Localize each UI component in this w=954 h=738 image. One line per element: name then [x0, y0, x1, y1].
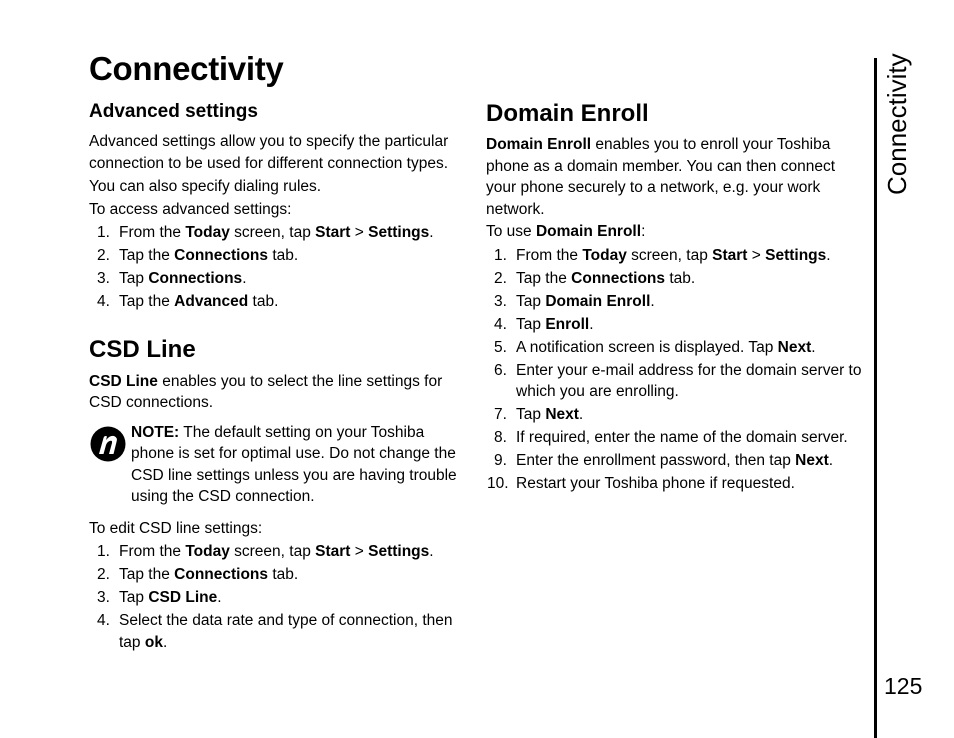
step-ui-term: Next — [777, 338, 812, 356]
step-item — [486, 404, 868, 426]
advanced-settings-section — [89, 99, 471, 313]
step-ui-term: Enroll — [545, 315, 590, 333]
page-title: Connectivity — [89, 50, 284, 87]
step-text-segment: . — [217, 589, 222, 606]
csd-line-heading: CSD Line — [89, 335, 196, 363]
step-number: 4. — [97, 293, 110, 310]
step-number: 5. — [494, 338, 507, 356]
left-column — [89, 99, 471, 655]
step-text-segment: If required, enter the name of the domain server. — [516, 429, 848, 446]
step-number: 2. — [97, 566, 110, 583]
step-number: 2. — [97, 247, 110, 264]
side-tab-label — [876, 55, 920, 200]
step-text-segment: From the — [119, 543, 186, 560]
step-text-segment: tab. — [268, 247, 299, 264]
step-text-segment: . — [578, 406, 584, 423]
step-number: 9. — [494, 452, 507, 469]
step-number: 8. — [494, 429, 507, 446]
step-text-segment: Tap — [119, 589, 149, 606]
step-number: 3. — [97, 589, 110, 606]
step-text — [119, 564, 471, 586]
step-ui-term: Connections — [148, 270, 243, 287]
step-text — [516, 337, 868, 359]
step-ui-term: Domain Enroll — [545, 292, 651, 310]
step-text-segment: > — [350, 543, 369, 560]
step-ui-term: Connections — [571, 269, 666, 287]
step-item — [486, 337, 868, 359]
step-text — [516, 245, 868, 267]
step-text-segment: screen, tap — [229, 543, 316, 560]
step-text-segment: . — [429, 224, 434, 241]
advanced-settings-description: Advanced settings allow you to specify the particular connection to be used for different connection types. — [89, 133, 449, 172]
step-text-segment: . — [429, 543, 434, 560]
step-text — [119, 222, 471, 244]
step-ui-term: Connections — [174, 566, 269, 583]
step-item — [486, 427, 868, 449]
step-ui-term: Next — [545, 406, 579, 423]
step-text-segment: Tap the — [119, 247, 175, 264]
step-number: 6. — [494, 361, 507, 379]
step-text — [119, 291, 471, 313]
step-text — [516, 314, 868, 336]
domain-enroll-intro-text: To use — [486, 223, 536, 240]
step-text-segment: tab. — [268, 566, 299, 583]
step-item — [486, 473, 868, 495]
step-item — [486, 314, 868, 336]
step-number: 3. — [494, 292, 507, 310]
step-ui-term: Settings — [765, 246, 827, 264]
step-text-segment: Tap — [119, 270, 149, 287]
step-item — [89, 564, 471, 586]
step-ui-term: Today — [582, 246, 627, 264]
step-ui-term: Today — [185, 543, 230, 560]
step-text-segment: Tap — [516, 406, 546, 423]
csd-line-steps — [89, 541, 471, 653]
note-text — [131, 422, 471, 508]
csd-line-description — [89, 371, 471, 414]
step-text — [119, 587, 471, 609]
domain-enroll-intro-term: Domain Enroll — [535, 223, 642, 240]
step-text-segment: Tap — [516, 315, 546, 333]
step-number: 4. — [494, 315, 507, 333]
step-item — [89, 610, 471, 653]
domain-enroll-term: Domain Enroll — [486, 136, 592, 153]
step-text — [516, 450, 868, 472]
step-ui-term: Start — [315, 543, 351, 560]
step-text-segment: From the — [119, 224, 186, 241]
step-item — [486, 245, 868, 267]
step-ui-term: Advanced — [174, 293, 249, 310]
csd-line-term: CSD Line — [89, 372, 158, 390]
step-text — [119, 268, 471, 290]
step-text-segment: Tap — [516, 292, 546, 310]
step-text-segment: Tap the — [516, 269, 572, 287]
step-item — [89, 541, 471, 563]
step-text — [516, 360, 868, 403]
step-text-segment: Select the data rate and type of connection, then tap — [119, 612, 453, 651]
csd-line-intro: To edit CSD line settings: — [89, 519, 263, 537]
step-item — [486, 450, 868, 472]
step-item — [89, 222, 471, 244]
step-item — [89, 587, 471, 609]
step-text — [119, 245, 471, 267]
page-number: 125 — [884, 673, 923, 699]
domain-enroll-description — [486, 134, 868, 220]
step-text — [516, 268, 868, 290]
note-body: The default setting on your Toshiba phone is set for optimal use. Do not change the CSD line settings unless you are having trouble using the CSD connection. — [131, 423, 457, 505]
step-text-segment: . — [650, 292, 655, 310]
advanced-settings-heading: Advanced settings — [89, 101, 258, 122]
domain-enroll-steps — [486, 245, 868, 495]
step-text-segment: Restart your Toshiba phone if requested. — [516, 475, 795, 492]
domain-enroll-intro — [486, 221, 868, 243]
step-item — [89, 245, 471, 267]
step-number: 1. — [494, 246, 507, 264]
step-text-segment: Enter your e-mail address for the domain server to which you are enrolling. — [516, 361, 862, 400]
step-ui-term: CSD Line — [148, 589, 218, 606]
step-text-segment: tab. — [665, 269, 696, 287]
note-callout — [89, 422, 471, 508]
step-text-segment: Enter the enrollment password, then tap — [516, 452, 796, 469]
step-item — [486, 291, 868, 313]
csd-line-description-text: enables you to select the line settings for CSD connections. — [89, 372, 443, 411]
step-item — [486, 268, 868, 290]
step-text-segment: tab. — [248, 293, 279, 310]
step-text-segment: > — [747, 246, 766, 264]
step-number: 1. — [97, 224, 110, 241]
step-ui-term: Today — [185, 224, 230, 241]
note-icon — [89, 425, 131, 465]
note-label: NOTE: — [131, 423, 180, 441]
step-text-segment: Tap the — [119, 566, 175, 583]
step-text — [516, 291, 868, 313]
step-ui-term: Connections — [174, 247, 269, 264]
step-number: 4. — [97, 612, 110, 629]
step-text-segment: A notification screen is displayed. Tap — [516, 338, 778, 356]
step-ui-term: Settings — [368, 543, 430, 560]
step-item — [89, 268, 471, 290]
step-ui-term: Settings — [368, 224, 430, 241]
step-item — [89, 291, 471, 313]
step-text — [516, 427, 868, 449]
step-ui-term: Start — [315, 224, 351, 241]
step-text-segment: . — [162, 633, 168, 651]
side-tab-text: Connectivity — [882, 53, 912, 195]
step-ui-term: Start — [712, 246, 748, 264]
step-ui-term: ok — [144, 633, 163, 651]
domain-enroll-description-text: enables you to enroll your Toshiba phone as a domain member. You can then connect your phone securely to a network, e.g. your work network. — [486, 136, 835, 218]
note-n-icon — [89, 425, 127, 463]
step-text-segment: . — [242, 270, 247, 287]
advanced-settings-intro: To access advanced settings: — [89, 200, 292, 218]
step-number: 2. — [494, 269, 507, 287]
step-ui-term: Next — [795, 452, 829, 469]
domain-enroll-intro-colon: : — [641, 223, 646, 240]
step-number: 1. — [97, 543, 110, 560]
step-text — [516, 473, 868, 495]
step-text — [119, 541, 471, 563]
step-text-segment: From the — [516, 246, 583, 264]
step-item — [486, 360, 868, 403]
step-text-segment: . — [828, 452, 834, 469]
step-text — [516, 404, 868, 426]
step-text-segment: Tap the — [119, 293, 175, 310]
right-column — [486, 99, 868, 496]
domain-enroll-section — [486, 99, 868, 495]
step-text-segment: . — [826, 246, 831, 264]
step-text-segment: . — [811, 338, 816, 356]
step-text — [119, 610, 471, 653]
step-number: 3. — [97, 270, 110, 287]
domain-enroll-heading: Domain Enroll — [486, 100, 649, 127]
advanced-settings-steps — [89, 222, 471, 313]
dialing-rules-text: You can also specify dialing rules. — [89, 178, 322, 195]
step-text-segment: screen, tap — [626, 246, 713, 264]
step-text-segment: . — [589, 315, 594, 333]
step-text-segment: > — [350, 224, 369, 241]
csd-line-section — [89, 335, 471, 654]
step-number: 7. — [494, 406, 507, 423]
step-text-segment: screen, tap — [229, 224, 316, 241]
step-number: 10. — [487, 475, 509, 492]
